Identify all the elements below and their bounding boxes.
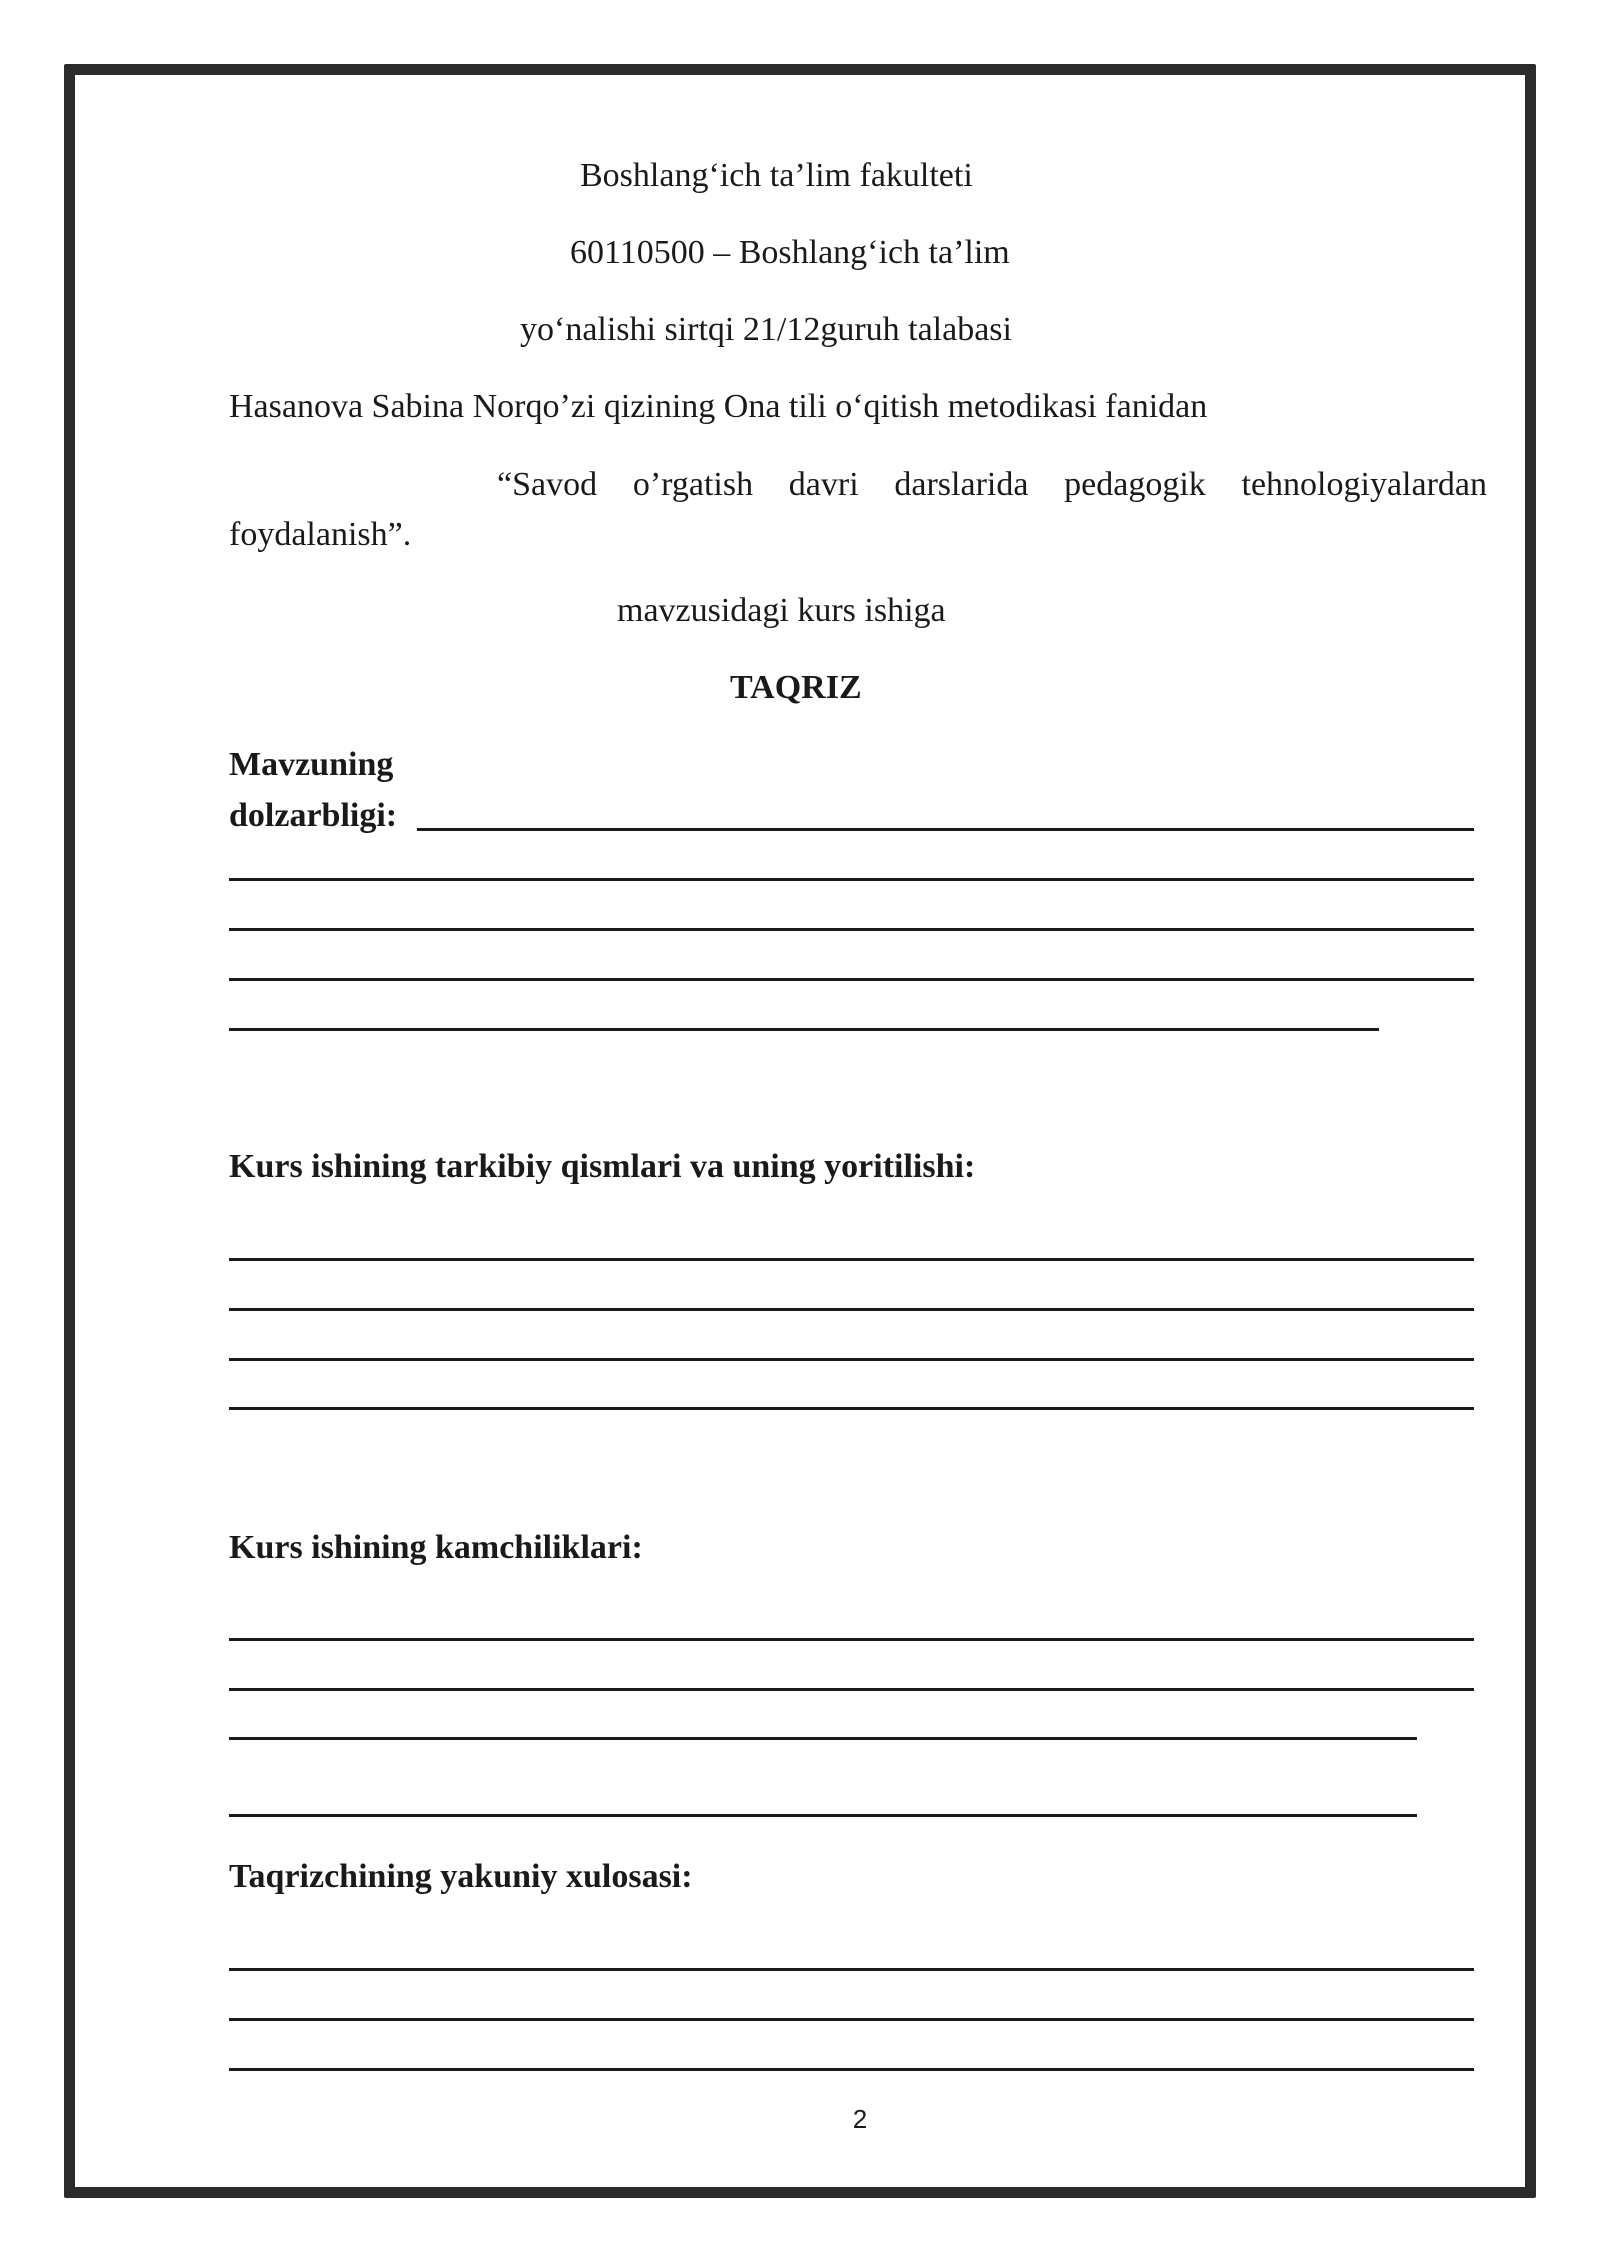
relevance-answer-line[interactable] [229, 928, 1474, 931]
conclusion-label: Taqrizchining yakuniy xulosasi: [229, 1858, 693, 1895]
faculty-line: Boshlang‘ich ta’lim fakulteti [580, 157, 973, 194]
structure-answer-line[interactable] [229, 1308, 1474, 1311]
relevance-answer-line[interactable] [417, 828, 1474, 831]
shortcomings-answer-line[interactable] [229, 1688, 1474, 1691]
structure-label: Kurs ishining tarkibiy qismlari va uning yoritilishi: [229, 1148, 976, 1185]
conclusion-answer-line[interactable] [229, 2068, 1474, 2071]
page-number: 2 [852, 2104, 868, 2134]
group-line: yo‘nalishi sirtqi 21/12guruh talabasi [520, 311, 1012, 348]
relevance-label-line1: Mavzuning [229, 746, 394, 783]
page-title: TAQRIZ [730, 669, 862, 706]
relevance-answer-line[interactable] [229, 878, 1474, 881]
shortcomings-answer-line[interactable] [229, 1814, 1417, 1817]
conclusion-answer-line[interactable] [229, 2018, 1474, 2021]
program-line: 60110500 – Boshlang‘ich ta’lim [570, 234, 1010, 271]
topic-suffix-line: mavzusidagi kurs ishiga [617, 592, 946, 629]
structure-answer-line[interactable] [229, 1358, 1474, 1361]
structure-answer-line[interactable] [229, 1258, 1474, 1261]
relevance-answer-line[interactable] [229, 1028, 1379, 1031]
student-line: Hasanova Sabina Norqo’zi qizining Ona tili o‘qitish metodikasi fanidan [229, 388, 1208, 425]
structure-answer-line[interactable] [229, 1407, 1474, 1410]
shortcomings-label: Kurs ishining kamchiliklari: [229, 1529, 643, 1566]
relevance-answer-line[interactable] [229, 978, 1474, 981]
relevance-label-line2: dolzarbligi: [229, 797, 398, 834]
shortcomings-answer-line[interactable] [229, 1737, 1417, 1740]
conclusion-answer-line[interactable] [229, 1968, 1474, 1971]
topic-paragraph: “Savod o’rgatish davri darslarida pedagogik tehnologiyalardan foydalanish”. [229, 466, 1487, 553]
shortcomings-answer-line[interactable] [229, 1638, 1474, 1641]
